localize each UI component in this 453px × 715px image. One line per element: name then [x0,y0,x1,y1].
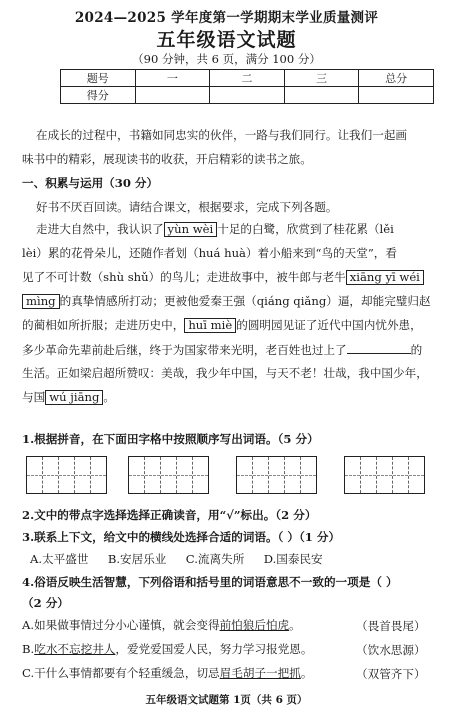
pinyin-box: yùn wèi [164,222,218,237]
q4-option-a[interactable] [22,618,301,632]
tianzige-cell[interactable] [237,457,253,493]
score-input-cell[interactable] [284,87,359,104]
score-header-cell: 三 [284,70,359,87]
passage-line: 生活。正如梁启超所赞叹：美哉，我少年中国，与天不老！壮哉，我中国少年， [22,366,428,380]
score-input-cell[interactable] [359,87,434,104]
option-text: B. [22,642,35,656]
question-4: 4.俗语反映生活智慧，下列俗语和括号里的词语意思不一致的一项是（ ） [22,575,398,589]
option-text: 。 [300,666,313,680]
passage-text: 见了不可计数（shù shǔ）的鸟儿；走进故事中，被牛郎与老牛 [22,270,346,284]
tianzige-box[interactable] [128,456,209,494]
passage-line: lèi）累的花骨朵儿，还随作者划（huá huà）着小船来到“鸟的天堂”，看 [22,246,397,260]
passage-line [22,270,424,285]
score-header-cell: 题号 [61,70,136,87]
option-underlined: 前怕狼后怕虎 [219,618,290,632]
intro-line: 味书中的精彩，展现读书的收获，开启精彩的读书之旅。 [22,152,312,166]
passage-line [22,342,422,357]
passage-text: 的圆明园见证了近代中国内忧外患， [236,318,422,332]
section-instruction: 好书不厌百回读。请结合课文，根据要求，完成下列各题。 [36,200,338,214]
tianzige-cell[interactable] [43,457,59,493]
option-underlined: 眉毛胡子一把抓 [219,666,301,680]
tianzige-cell[interactable] [75,457,91,493]
option-c[interactable]: C.流离失所 [185,552,245,566]
tianzige-cell[interactable] [177,457,193,493]
passage-text: 多少革命先辈前赴后继，终于为国家带来光明，老百姓也过上了 [22,343,347,357]
q4-option-b[interactable] [22,642,313,656]
tianzige-cell[interactable] [361,457,377,493]
tianzige-grids [26,456,436,498]
pinyin-box: huī miè [184,318,236,333]
score-header-cell: 二 [210,70,285,87]
score-header-cell: 一 [135,70,210,87]
q4-option-c-idiom: （双管齐下） [356,667,426,681]
score-input-cell[interactable] [210,87,285,104]
tianzige-cell[interactable] [377,457,393,493]
passage-text: 的 [410,343,423,357]
passage-text: 十足的白鹭，欣赏到了桂花累（lěi [217,222,394,236]
tianzige-cell[interactable] [145,457,161,493]
tianzige-cell[interactable] [253,457,269,493]
tianzige-cell[interactable] [129,457,145,493]
option-text: A.如果做事情过分小心谨慎，就会变得 [22,618,220,632]
passage-line [22,294,431,309]
tianzige-cell[interactable] [269,457,285,493]
q4-option-b-idiom: （饮水思源） [356,643,426,657]
score-row-label: 得分 [61,87,136,104]
tianzige-cell[interactable] [193,457,208,493]
tianzige-box[interactable] [344,456,425,494]
intro-line: 在成长的过程中，书籍如同忠实的伙伴，一路与我们同行。让我们一起画 [36,128,408,142]
question-3: 3.联系上下文，给文中的横线处选择合适的词语。（ ）（1 分） [22,530,341,544]
exam-subtitle: （90 分钟，共 6 页，满分 100 分） [132,52,321,66]
score-table [60,69,434,104]
exam-term-title: 2024—2025 学年度第一学期期末学业质量测评 [74,10,379,26]
passage-line [36,222,394,237]
tianzige-box[interactable] [26,456,107,494]
passage-text: 走进大自然中，我认识了 [36,222,164,236]
tianzige-cell[interactable] [59,457,75,493]
passage-text: 与国 [22,390,46,404]
score-table-header-row [61,70,434,87]
passage-text: 的真挚情感所打动；更被他爱秦王强（qiáng qiǎng）逼，却能完璧归赵 [59,294,431,308]
exam-main-title: 五年级语文试题 [156,29,297,51]
option-b[interactable]: B.安居乐业 [107,552,167,566]
tianzige-cell[interactable] [409,457,424,493]
question-2: 2.文中的带点字选择选择正确读音，用“√”标出。（2 分） [22,508,317,522]
tianzige-cell[interactable] [345,457,361,493]
passage-text: 的蔺相如所折服；走进历史中， [22,318,185,332]
answer-blank[interactable] [347,342,411,354]
tianzige-cell[interactable] [285,457,301,493]
option-text: 。 [289,618,301,632]
question-1: 1.根据拼音，在下面田字格中按照顺序写出词语。（5 分） [22,432,319,446]
option-d[interactable]: D.国泰民安 [263,552,323,566]
tianzige-cell[interactable] [161,457,177,493]
pinyin-box: xiāng yī wéi [346,270,424,285]
tianzige-cell[interactable] [91,457,106,493]
section-heading: 一、积累与运用（30 分） [22,176,159,190]
option-underlined: 吃水不忘挖井人 [34,642,116,656]
question-4-score: （2 分） [22,596,69,610]
page-footer: 五年级语文试题第 1页（共 6 页） [145,694,308,706]
option-text: C.干什么事情都要有个轻重缓急，切忌 [22,666,220,680]
tianzige-box[interactable] [236,456,317,494]
pinyin-box: mìng [22,294,60,309]
option-a[interactable]: A.太平盛世 [30,552,89,566]
option-text: ，爱党爱国爱人民，努力学习报党恩。 [115,642,313,656]
pinyin-box: wú jiāng [45,390,103,405]
q4-option-c[interactable] [22,666,312,680]
passage-line [22,390,115,405]
score-header-cell: 总分 [359,70,434,87]
tianzige-cell[interactable] [393,457,409,493]
tianzige-cell[interactable] [27,457,43,493]
options-row [30,552,323,566]
score-table-score-row [61,87,434,104]
passage-line [22,318,422,333]
tianzige-cell[interactable] [301,457,316,493]
passage-text: 。 [103,390,115,404]
q4-option-a-idiom: （畏首畏尾） [356,619,426,633]
score-input-cell[interactable] [135,87,210,104]
